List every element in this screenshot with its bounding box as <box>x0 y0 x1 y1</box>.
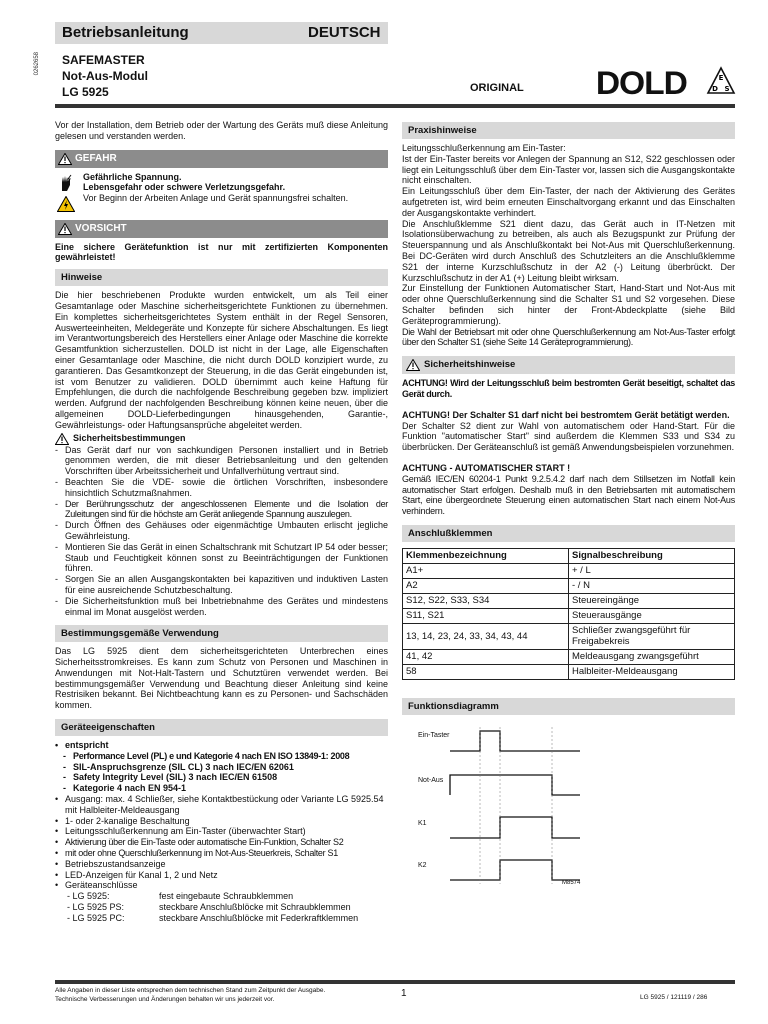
list-item: - Das Gerät darf nur von sachkundigen Personen installiert und in Betrieb genommen werden, die mit dieser Betriebsanleitung und den geltenden Vorschriften über Arbeitssicherheit und Unfallverhütung vertraut sind. <box>55 445 388 477</box>
list-item: - Die Sicherheitsfunktion muß bei Inbetriebnahme des Gerätes und mindestens einmal im Monat ausgelöst werden. <box>55 596 388 618</box>
hinweise-text: Die hier beschriebenen Produkte wurden entwickelt, um als Teil einer Gesamtanlage oder Maschine sicherheitsgerichtete Funktionen zu übernehmen. Ein komplettes sicherheitsgerichtetes System enthält in der Regel Sensoren, Auswerteeinheiten, Meldegeräte und Konzepte für sichere Abschaltungen. Es liegt im Verantwortungsbereich des Herstellers einer Anlage oder Maschine die korrekte Gesamtfunktion sicherzustellen. DOLD ist nicht in der Lage, alle Eigenschaften einer Gesamtanlage oder Maschine, die nicht durch DOLD konzipiert wurde, zu garantieren. Das Gesamtkonzept der Steuerung, in die das Gerät eingebunden ist, ist vom Benutzer zu validieren. DOLD übernimmt auch keine Haftung für Empfehlungen, die durch die nachfolgende Beschreibung gegeben bzw. impliziert werden. Aufgrund der nachfolgenden Beschreibung können keine neuen, über die allgemeinen DOLD-Lieferbedingungen hinausgehenden, Garantie-, Gewährleistungs- oder Haftungsansprüche abgeleitet werden. <box>55 290 388 430</box>
list-item: - Sorgen Sie an allen Ausgangskontakten bei kapazitiven und induktiven Lasten für eine ausreichende Schutzbeschaltung. <box>55 574 388 596</box>
k1-signal <box>450 817 580 838</box>
praxis-subtitle: Leitungsschlußerkennung am Ein-Taster: <box>402 143 566 153</box>
gefahr-text: Vor Beginn der Arbeiten Anlage und Gerät spannungsfrei schalten. <box>83 193 349 204</box>
hand-shock-icon <box>58 174 74 192</box>
document-reference: LG 5925 / 121119 / 286 <box>640 994 708 1001</box>
warning-icon <box>55 433 69 445</box>
dold-logo: DOLD <box>595 65 687 101</box>
intro-text: Vor der Installation, dem Betrieb oder der Wartung des Geräts muß diese Anleitung gelesen und verstanden werden. <box>55 120 388 141</box>
sicherheitsbestimmungen-header: Sicherheitsbestimmungen <box>55 433 388 445</box>
table-row: A1+ + / L <box>403 563 735 578</box>
achtung-3: ACHTUNG - AUTOMATISCHER START ! <box>402 462 571 473</box>
table-row: 58 Halbleiter-Meldeausgang <box>403 664 735 679</box>
diagram-label-k2: K2 <box>418 861 427 869</box>
original-label: ORIGINAL <box>470 82 524 94</box>
praxis-text-4: Zur Einstellung der Funktionen Automatischer Start, Hand-Start und Not-Aus mit oder ohne Querschlußerkennung sind die Schalter S1 und S2 vorgesehen. Diese Schalter befinden sich hinter der Front-Abdeckplatte (siehe Bild Geräteprogrammierung). <box>402 283 735 326</box>
warning-icon <box>55 220 75 238</box>
standard-item: - Kategorie 4 nach EN 954-1 <box>55 783 388 794</box>
not-aus-signal <box>450 775 580 795</box>
sicherheitsbestimmungen-list <box>55 445 388 618</box>
achtung-2: ACHTUNG! Der Schalter S1 darf nicht bei bestromtem Gerät betätigt werden. <box>402 409 730 420</box>
list-item: • Betriebszustandsanzeige <box>55 859 388 870</box>
timing-diagram <box>402 719 735 899</box>
gefahr-bold-1: Gefährliche Spannung. <box>83 171 182 182</box>
footer-rule <box>55 980 735 984</box>
list-item: - Der Berührungsschutz der angeschlossenen Elemente und die Isolation der Zuleitungen sind für die höchste am Gerät anliegende Spannung auszulegen. <box>55 499 388 521</box>
connection-row: - LG 5925: fest eingebaute Schraubklemmen <box>67 891 294 902</box>
doc-id: 0262658 <box>34 52 40 76</box>
list-item: • entspricht <box>55 740 388 751</box>
function-diagram <box>402 719 735 899</box>
standard-item: - Safety Integrity Level (SIL) 3 nach IEC/EN 61508 <box>55 772 388 783</box>
list-item: • Geräteanschlüsse <box>55 880 388 891</box>
list-item: • 1- oder 2-kanalige Beschaltung <box>55 816 388 827</box>
gefahr-bold-2: Lebensgefahr oder schwere Verletzungsgefahr. <box>83 182 286 193</box>
left-column <box>55 120 388 924</box>
praxis-text-2: Ein Leitungsschluß über dem Ein-Taster, der nach der Aktivierung des Gerätes aufgetreten ist, wird beim erneuten Einschaltvorgang erkannt und das Einschalten der Ausgangskontakte verhindert. <box>402 186 735 218</box>
table-row: 41, 42 Meldeausgang zwangsgeführt <box>403 649 735 664</box>
diagram-label-ein-taster: Ein-Taster <box>418 731 450 739</box>
list-item: • Ausgang: max. 4 Schließer, siehe Kontaktbestückung oder Variante LG 5925.54 mit Halbleiter-Meldeausgang <box>55 794 388 816</box>
list-item: • mit oder ohne Querschlußerkennung im Not-Aus-Steuerkreis, Schalter S1 <box>55 848 388 859</box>
list-item: - Montieren Sie das Gerät in einen Schaltschrank mit Schutzart IP 54 oder besser; Staub und Feuchtigkeit können sonst zu Beeinträchtigungen der Funktionen führen. <box>55 542 388 574</box>
bestimmung-text: Das LG 5925 dient dem sicherheitsgerichteten Unterbrechen eines Sicherheitsstromkreises. Es kann zum Schutz von Personen und Maschinen in Anwendungen mit Not-Halt-Tastern und Schutztüren verwendet werden. Bei bestimmungsgemäßer Verwendung und Beachtung dieser Anleitung sind keine Restrisiken bekannt. Bei Nichtbeachtung kann es zu Personen- und Sachschäden kommen. <box>55 646 388 711</box>
eigenschaften-list <box>55 740 388 751</box>
table-header-row: Klemmenbezeichnung Signalbeschreibung <box>403 548 735 563</box>
warning-icon <box>402 356 424 374</box>
gefahr-header: GEFAHR <box>55 150 388 168</box>
language-label: DEUTSCH <box>308 24 381 41</box>
eds-seal-icon <box>706 66 736 96</box>
warning-icon <box>55 150 75 168</box>
bestimmung-header: Bestimmungsgemäße Verwendung <box>55 625 388 642</box>
list-item: - Beachten Sie die VDE- sowie die örtlichen Vorschriften, insbesondere hinsichtlich Schutzmaßnahmen. <box>55 477 388 499</box>
table-row: A2 - / N <box>403 578 735 593</box>
diagram-label-not-aus: Not-Aus <box>418 776 444 784</box>
vorsicht-header: VORSICHT <box>55 220 388 238</box>
funktion-header: Funktionsdiagramm <box>402 698 735 715</box>
achtung-1: ACHTUNG! Wird der Leitungsschluß beim bestromten Gerät beseitigt, schaltet das Gerät durch. <box>402 378 735 399</box>
footer-notes: Alle Angaben in dieser Liste entsprechen dem technischen Stand zum Zeitpunkt der Ausgabe. Technische Verbesserungen und Änderungen behalten wir uns jederzeit vor. <box>55 987 326 1003</box>
gefahr-body <box>55 172 388 212</box>
right-column <box>402 122 735 899</box>
connection-row: - LG 5925 PC: steckbare Anschlußblöcke mit Federkraftklemmen <box>67 912 359 923</box>
header-rule <box>55 104 735 108</box>
sicherheitshinweise-header: Sicherheitshinweise <box>402 356 735 374</box>
svg-text:E: E <box>718 74 724 82</box>
sicherheitshinweise-text: Der Schalter S2 dient zur Wahl von automatischem oder Hand-Start. Für die Funktion "automatischer Start" sind außerdem die Klemmen S33 und S34 zu überbrücken. Der Geräteanschluß ist gemäß Anwendungsbeispielen vorzunehmen. <box>402 420 735 453</box>
k2-signal <box>450 860 580 880</box>
list-item: - Durch Öffnen des Gehäuses oder eigenmächtige Umbauten erlischt jegliche Gewährleistung. <box>55 520 388 542</box>
standard-item: - SIL-Anspruchsgrenze (SIL CL) 3 nach IEC/EN 62061 <box>55 762 388 773</box>
high-voltage-icon <box>57 196 75 212</box>
diagram-label-k1: K1 <box>418 819 427 827</box>
anschluss-header: Anschlußklemmen <box>402 525 735 542</box>
standard-item: - Performance Level (PL) e und Kategorie 4 nach EN ISO 13849-1: 2008 <box>55 751 388 762</box>
list-item: • Aktivierung über die Ein-Taste oder automatische Ein-Funktion, Schalter S2 <box>55 837 388 848</box>
table-row: S12, S22, S33, S34 Steuereingänge <box>403 593 735 608</box>
table-row: S11, S21 Steuerausgänge <box>403 608 735 623</box>
ein-taster-signal <box>450 731 580 751</box>
page-number: 1 <box>401 988 407 999</box>
praxis-text-3: Die Anschlußklemme S21 dient dazu, das Gerät auch in IT-Netzen mit Isolationsüberwachung zu betreiben, als auch als Bezugspunkt zur Prüfung der Steuerspannung und als Anschlußkontakt bei Not-Aus mit Querschlußerkennung. Bei DC-Geräten wird durch Anschluß des Schutzleiters an die Anschlußklemme S21 der interne Kurzschlußschutz in der A2 (-) Leitung überbrückt. Der Kurzschlußschutz in der A1 (+) Leitung bleibt wirksam. <box>402 218 735 283</box>
table-row: 13, 14, 23, 24, 33, 34, 43, 44 Schließer zwangsgeführt für Freigabekreis <box>403 623 735 649</box>
vorsicht-text: Eine sichere Gerätefunktion ist nur mit zertifizierten Komponenten gewährleistet! <box>55 241 388 263</box>
list-item: • LED-Anzeigen für Kanal 1, 2 und Netz <box>55 870 388 881</box>
document-title: Betriebsanleitung <box>62 24 189 41</box>
sicherheitshinweise-text-2: Gemäß IEC/EN 60204-1 Punkt 9.2.5.4.2 darf nach dem Stillsetzen im Notfall kein automatischer Start erfolgen. Deshalb muß in den Betriebsarten mit automatischem Start, eine übergeordnete Steuerung einen automatischen Start nach einem Not-Aus verhindern. <box>402 473 735 517</box>
praxis-header: Praxishinweise <box>402 122 735 139</box>
diagram-code: M8574 <box>562 879 581 886</box>
svg-text:D: D <box>712 85 718 93</box>
praxis-text-5: Die Wahl der Betriebsart mit oder ohne Querschlußerkennung am Not-Aus-Taster erfolgt über den Schalter S1 (siehe Seite 14 Geräteprogrammierung). <box>402 326 735 348</box>
praxis-text-1: Ist der Ein-Taster bereits vor Anlegen der Spannung an S12, S22 geschlossen oder liegt ein Leitungsschluß über dem Ein-Taster vor, lassen sich die Ausgangskontakte nicht einschalten. <box>402 153 735 186</box>
hinweise-header: Hinweise <box>55 269 388 286</box>
list-item: • Leitungsschlußerkennung am Ein-Taster (überwachter Start) <box>55 826 388 837</box>
connection-row: - LG 5925 PS: steckbare Anschlußblöcke mit Schraubklemmen <box>67 902 351 913</box>
terminal-table <box>402 548 735 680</box>
product-name: SAFEMASTER Not-Aus-Modul LG 5925 <box>62 53 148 99</box>
svg-text:S: S <box>724 85 730 93</box>
eigenschaften-header: Geräteeigenschaften <box>55 719 388 736</box>
